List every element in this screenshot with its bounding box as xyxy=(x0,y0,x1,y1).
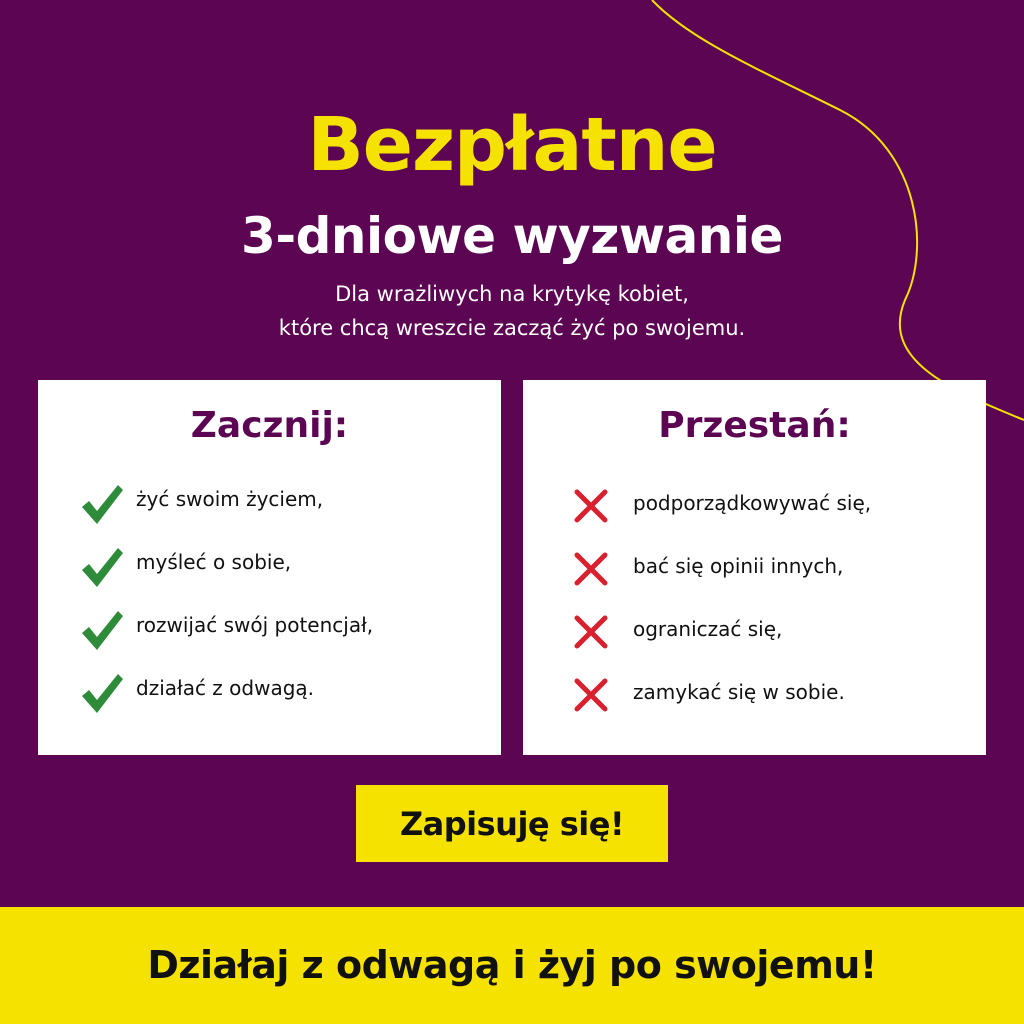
list-item xyxy=(523,671,986,734)
stop-item-text: bać się opinii innych, xyxy=(633,554,844,578)
list-item xyxy=(38,608,501,671)
footer-text: Działaj z odwagą i żyj po swojemu! xyxy=(147,943,877,987)
start-list xyxy=(38,482,501,734)
footer-banner xyxy=(0,907,1024,1024)
start-item-text: rozwijać swój potencjał, xyxy=(136,613,374,637)
description-line-1: Dla wrażliwych na krytykę kobiet, xyxy=(335,282,689,306)
cross-icon xyxy=(571,675,611,715)
list-item xyxy=(523,482,986,545)
page-title: Bezpłatne xyxy=(307,102,717,188)
start-card xyxy=(38,380,501,755)
list-item xyxy=(38,545,501,608)
stop-list xyxy=(523,482,986,734)
cross-icon xyxy=(571,549,611,589)
checkmark-icon xyxy=(78,543,126,591)
stop-item-text: podporządkowywać się, xyxy=(633,491,872,515)
stop-card xyxy=(523,380,986,755)
start-card-heading: Zacznij: xyxy=(190,405,349,446)
stop-card-heading: Przestań: xyxy=(658,405,851,446)
list-item xyxy=(38,671,501,734)
start-item-text: żyć swoim życiem, xyxy=(136,487,324,511)
cross-icon xyxy=(571,486,611,526)
description xyxy=(0,277,1024,345)
stop-item-text: ograniczać się, xyxy=(633,617,783,641)
signup-button[interactable]: Zapisuję się! xyxy=(356,785,668,862)
checkmark-icon xyxy=(78,606,126,654)
start-item-text: działać z odwagą. xyxy=(136,676,315,700)
list-item xyxy=(523,545,986,608)
start-item-text: myśleć o sobie, xyxy=(136,550,292,574)
cross-icon xyxy=(571,612,611,652)
checkmark-icon xyxy=(78,480,126,528)
list-item xyxy=(38,482,501,545)
stop-item-text: zamykać się w sobie. xyxy=(633,680,845,704)
list-item xyxy=(523,608,986,671)
page-subtitle: 3-dniowe wyzwanie xyxy=(241,207,783,265)
description-line-2: które chcą wreszcie zacząć żyć po swojemu. xyxy=(278,316,746,340)
checkmark-icon xyxy=(78,669,126,717)
